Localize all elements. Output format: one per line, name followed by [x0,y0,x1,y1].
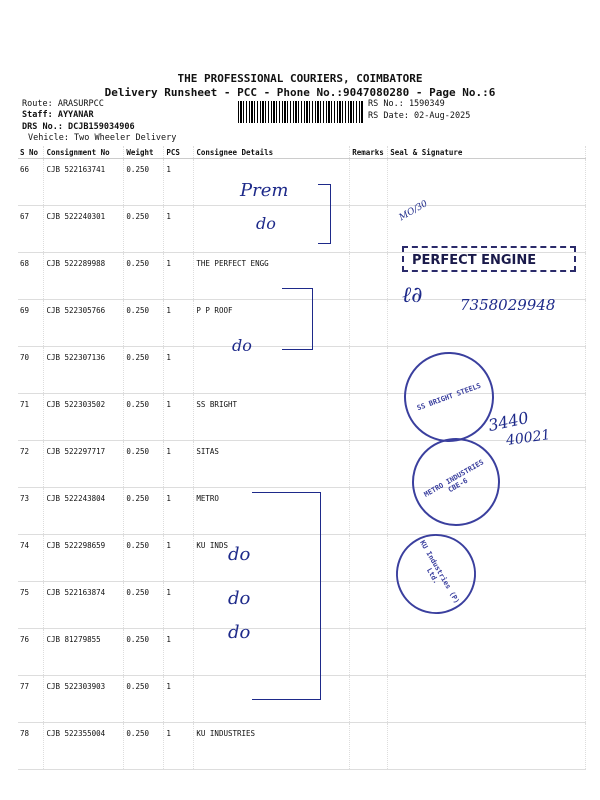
col-weight: Weight [124,146,164,159]
cell-remarks [350,253,388,300]
cell-pcs: 1 [164,676,194,723]
handwritten-number: 3440 [486,407,531,436]
cell-consignee: KU INDS [194,535,350,582]
table-row [18,723,586,770]
cell-remarks [350,535,388,582]
cell-sno: 67 [18,206,44,253]
col-sno: S No [18,146,44,159]
cell-pcs: 1 [164,253,194,300]
rs-number: RS No.: 1590349 [368,99,445,109]
cell-pcs: 1 [164,394,194,441]
cell-consignment: CJB 522303502 [44,394,124,441]
cell-seal [388,159,586,206]
cell-consignment: CJB 81279855 [44,629,124,676]
col-remarks: Remarks [350,146,388,159]
cell-pcs: 1 [164,206,194,253]
cell-sno: 72 [18,441,44,488]
cell-consignment: CJB 522289988 [44,253,124,300]
cell-remarks [350,629,388,676]
table-row [18,159,586,206]
handwritten-bracket-2 [282,288,313,350]
cell-weight: 0.250 [124,441,164,488]
cell-consignee: KU INDUSTRIES [194,723,350,770]
cell-consignment: CJB 522297717 [44,441,124,488]
signature: ℓ∂ [402,283,423,308]
cell-pcs: 1 [164,441,194,488]
cell-consignment: CJB 522307136 [44,347,124,394]
vehicle: Vehicle: Two Wheeler Delivery [28,133,177,143]
cell-sno: 76 [18,629,44,676]
cell-consignment: CJB 522163874 [44,582,124,629]
cell-pcs: 1 [164,347,194,394]
cell-seal [388,676,586,723]
cell-pcs: 1 [164,159,194,206]
metro-industries-seal: METRO INDUSTRIES CBE-6 [396,422,516,542]
cell-remarks [350,206,388,253]
cell-remarks [350,394,388,441]
handwritten-name: Prem [240,180,289,201]
ku-industries-seal: KU Industries (P) Ltd. [381,519,490,628]
cell-consignee: THE PERFECT ENGG [194,253,350,300]
staff: Staff: AYYANAR [22,110,94,120]
runsheet-subtitle: Delivery Runsheet - PCC - Phone No.:9047080280 - Page No.:6 [104,86,496,99]
ss-bright-seal: SS BRIGHT STEELS [391,339,506,454]
cell-consignment: CJB 522243804 [44,488,124,535]
cell-consignment: CJB 522355004 [44,723,124,770]
cell-pcs: 1 [164,629,194,676]
cell-consignment: CJB 522305766 [44,300,124,347]
drs-number: DRS No.: DCJB159034906 [22,122,135,132]
cell-weight: 0.250 [124,253,164,300]
cell-pcs: 1 [164,723,194,770]
cell-sno: 74 [18,535,44,582]
cell-pcs: 1 [164,535,194,582]
cell-weight: 0.250 [124,394,164,441]
cell-weight: 0.250 [124,159,164,206]
col-consignment: Consignment No [44,146,124,159]
cell-remarks [350,159,388,206]
cell-sno: 68 [18,253,44,300]
rs-date: RS Date: 02-Aug-2025 [368,111,471,121]
cell-sno: 70 [18,347,44,394]
cell-pcs: 1 [164,488,194,535]
cell-weight: 0.250 [124,723,164,770]
cell-sno: 75 [18,582,44,629]
handwritten-ditto: do [256,214,276,233]
handwritten-ditto: do [228,588,251,609]
cell-remarks [350,347,388,394]
cell-sno: 73 [18,488,44,535]
cell-seal [388,629,586,676]
cell-consignee: P P ROOF [194,300,350,347]
cell-remarks [350,723,388,770]
handwritten-note: MO/30 [397,198,430,224]
cell-remarks [350,488,388,535]
handwritten-number: 40021 [505,426,552,450]
table-row [18,347,586,394]
company-title: THE PROFESSIONAL COURIERS, COIMBATORE [177,72,423,85]
handwritten-ditto: do [228,544,251,565]
cell-weight: 0.250 [124,676,164,723]
cell-pcs: 1 [164,582,194,629]
cell-consignment: CJB 522303903 [44,676,124,723]
table-header [18,146,586,159]
cell-remarks [350,676,388,723]
cell-consignee: SS BRIGHT [194,394,350,441]
route: Route: ARASURPCC [22,99,104,109]
col-consignee: Consignee Details [194,146,350,159]
handwritten-phone: 7358029948 [460,296,556,314]
cell-sno: 78 [18,723,44,770]
barcode [238,101,364,123]
cell-weight: 0.250 [124,582,164,629]
cell-sno: 66 [18,159,44,206]
cell-sno: 71 [18,394,44,441]
cell-weight: 0.250 [124,535,164,582]
handwritten-ditto: do [228,622,251,643]
cell-weight: 0.250 [124,300,164,347]
handwritten-bracket-3 [252,492,321,700]
cell-consignee [194,347,350,394]
col-seal: Seal & Signature [388,146,586,159]
handwritten-bracket-1 [318,184,331,244]
cell-consignee: METRO [194,488,350,535]
cell-consignment: CJB 522240301 [44,206,124,253]
cell-weight: 0.250 [124,206,164,253]
cell-consignee: SITAS [194,441,350,488]
handwritten-ditto: do [232,336,252,355]
cell-remarks [350,300,388,347]
cell-remarks [350,582,388,629]
cell-weight: 0.250 [124,488,164,535]
cell-pcs: 1 [164,300,194,347]
cell-sno: 69 [18,300,44,347]
cell-weight: 0.250 [124,629,164,676]
cell-consignment: CJB 522298659 [44,535,124,582]
cell-seal [388,723,586,770]
cell-weight: 0.250 [124,347,164,394]
perfect-engg-stamp: PERFECT ENGINE [402,246,576,272]
cell-consignment: CJB 522163741 [44,159,124,206]
col-pcs: PCS [164,146,194,159]
cell-remarks [350,441,388,488]
cell-sno: 77 [18,676,44,723]
